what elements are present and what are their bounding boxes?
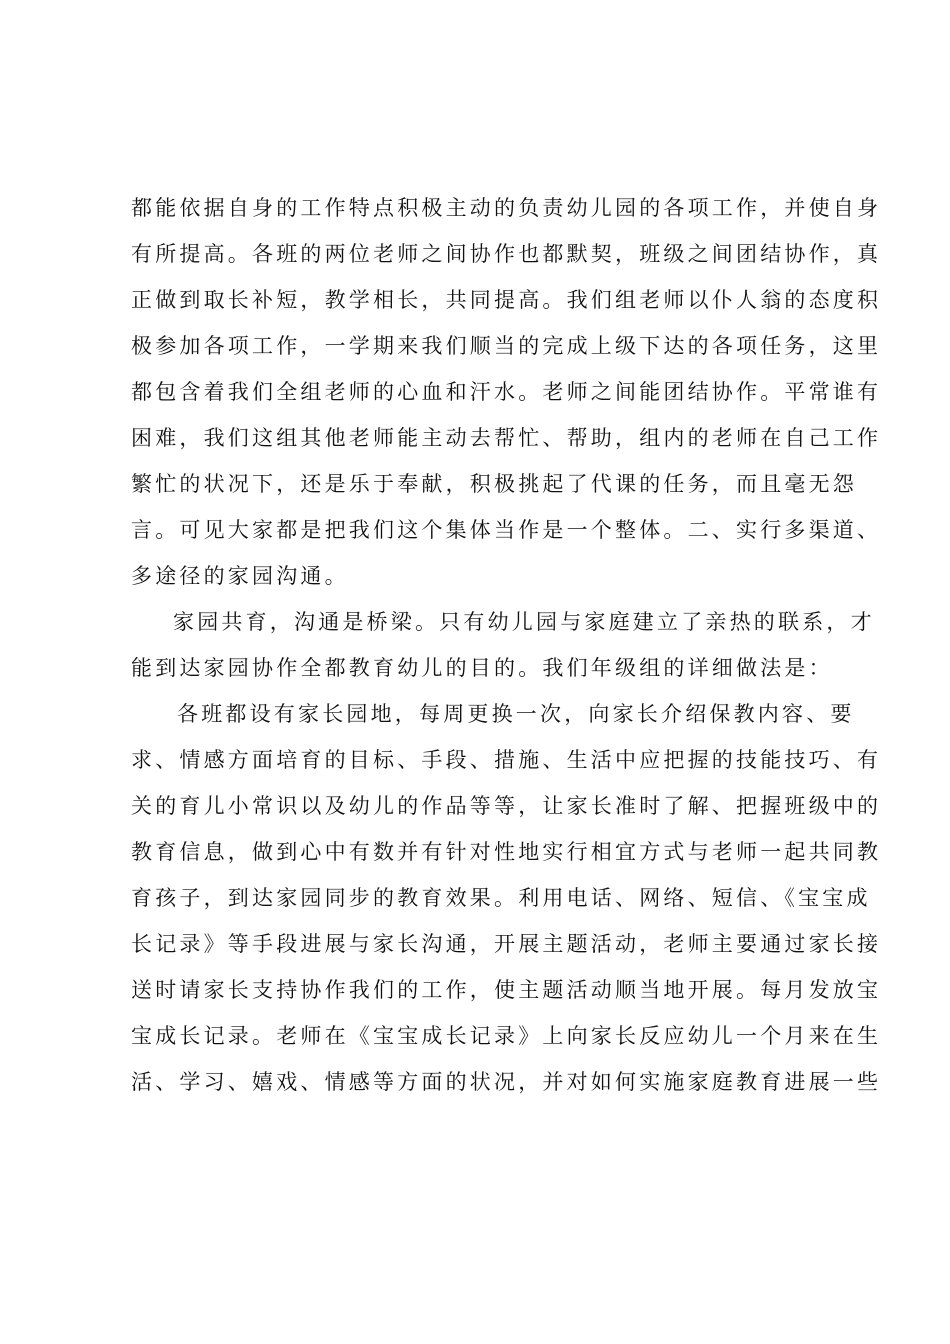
text-line: 活、学习、嬉戏、情感等方面的状况，并对如何实施家庭教育进展一些 — [131, 1070, 882, 1094]
text-line: 长记录》等手段进展与家长沟通，开展主题活动，老师主要通过家长接 — [131, 932, 882, 956]
text-line: 都包含着我们全组老师的心血和汗水。老师之间能团结协作。平常谁有 — [131, 380, 882, 404]
text-line: 多途径的家园沟通。 — [131, 564, 349, 588]
text-line: 都能依据自身的工作特点积极主动的负责幼儿园的各项工作，并使自身 — [131, 196, 882, 220]
text-line: 育孩子，到达家园同步的教育效果。利用电话、网络、短信、《宝宝成 — [131, 886, 871, 910]
text-line: 关的育儿小常识以及幼儿的作品等等，让家长准时了解、把握班级中的 — [131, 794, 882, 818]
text-line: 求、情感方面培育的目标、手段、措施、生活中应把握的技能技巧、有 — [131, 748, 882, 772]
text-line: 送时请家长支持协作我们的工作，使主题活动顺当地开展。每月发放宝 — [131, 978, 882, 1002]
text-line: 各班都设有家长园地，每周更换一次，向家长介绍保教内容、要 — [177, 702, 855, 726]
text-line: 教育信息，做到心中有数并有针对性地实行相宜方式与老师一起共同教 — [131, 840, 882, 864]
text-line: 困难，我们这组其他老师能主动去帮忙、帮助，组内的老师在自己工作 — [131, 426, 882, 450]
text-line: 家园共育，沟通是桥梁。只有幼儿园与家庭建立了亲热的联系，才 — [173, 610, 875, 634]
text-line: 正做到取长补短，教学相长，共同提高。我们组老师以仆人翁的态度积 — [131, 288, 882, 312]
text-line: 宝成长记录。老师在《宝宝成长记录》上向家长反应幼儿一个月来在生 — [131, 1024, 882, 1048]
text-line: 繁忙的状况下，还是乐于奉献，积极挑起了代课的任务，而且毫无怨 — [131, 472, 857, 496]
text-line: 言。可见大家都是把我们这个集体当作是一个整体。二、实行多渠道、 — [131, 518, 882, 542]
text-line: 极参加各项工作，一学期来我们顺当的完成上级下达的各项任务，这里 — [131, 334, 882, 358]
text-line: 能到达家园协作全都教育幼儿的目的。我们年级组的详细做法是： — [131, 656, 833, 680]
text-line: 有所提高。各班的两位老师之间协作也都默契，班级之间团结协作，真 — [131, 242, 882, 266]
